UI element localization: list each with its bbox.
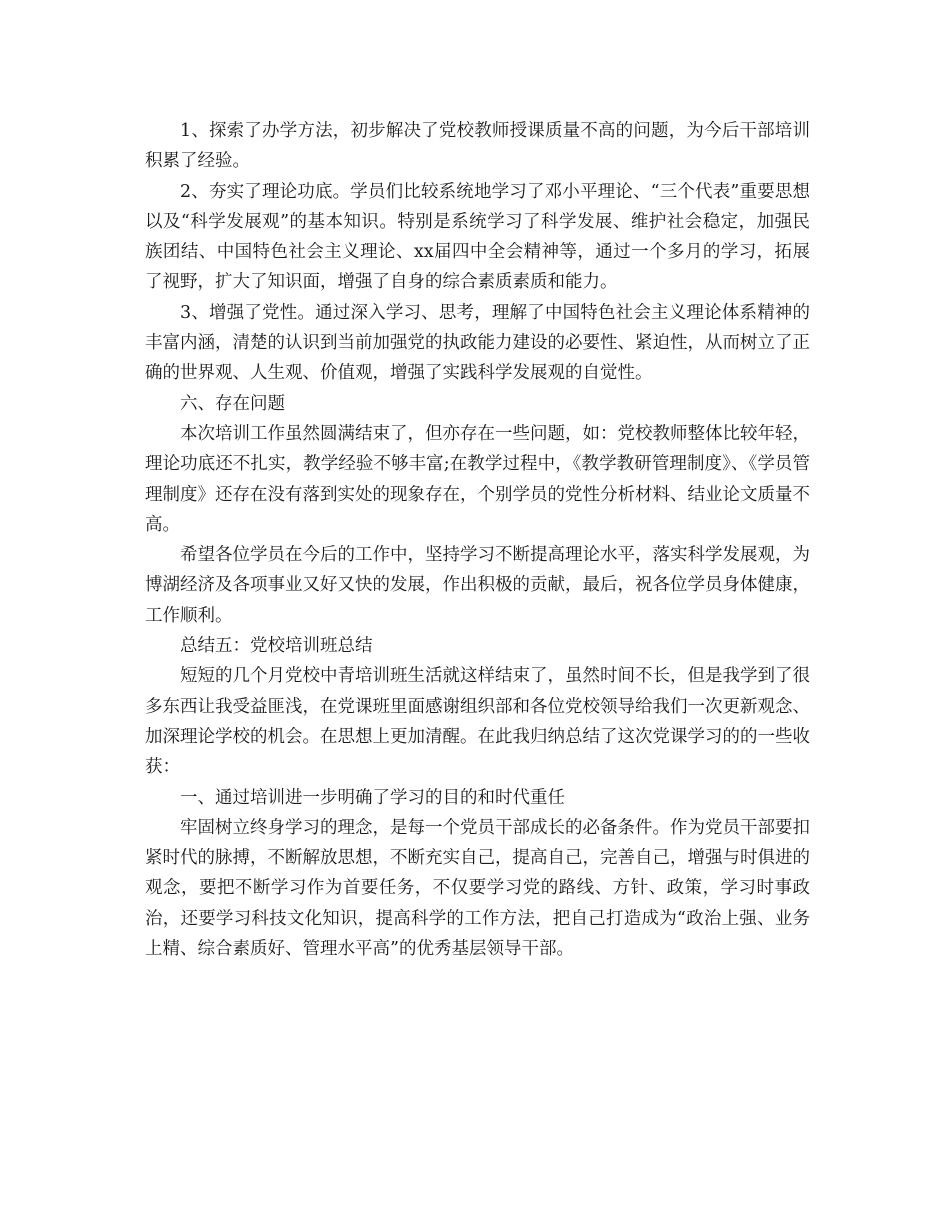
section-heading-learning-purpose: 一、通过培训进一步明确了学习的目的和时代重任 (180, 787, 565, 808)
paragraph-7: 牢固树立终身学习的理念，是每一个党员干部成长的必备条件。作为党员干部要扣紧时代的脉搏，不断解放思想，不断充实自己，提高自己，完善自己，增强与时俱进的观念，要把不断学习作为首要任务，不仅要学习党的路线、方针、政策，学习时事政治，还要学习科技文化知识，提高科学的工作方法，把自己打造成为“政治上强、业务上精、综合素质好、管理水平高”的优秀基层领导干部。 (145, 817, 810, 960)
paragraph-6: 短短的几个月党校中青培训班生活就这样结束了，虽然时间不长，但是我学到了很多东西让我受益匪浅，在党课班里面感谢组织部和各位党校领导给我们一次更新观念、加深理论学校的机会。在思想上更加清醒。在此我归纳总结了这次党课学习的的一些收获： (145, 666, 810, 778)
paragraph-2: 2、夯实了理论功底。学员们比较系统地学习了邓小平理论、“三个代表”重要思想以及“科学发展观”的基本知识。特别是系统学习了科学发展、维护社会稳定，加强民族团结、中国特色社会主义理论、xx届四中全会精神等，通过一个多月的学习，拓展了视野，扩大了知识面，增强了自身的综合素质素质和能力。 (145, 181, 810, 293)
paragraph-3: 3、增强了党性。通过深入学习、思考，理解了中国特色社会主义理论体系精神的丰富内涵，清楚的认识到当前加强党的执政能力建设的必要性、紧迫性，从而树立了正确的世界观、人生观、价值观，增强了实践科学发展观的自觉性。 (145, 302, 810, 384)
section-heading-summary-five: 总结五：党校培训班总结 (180, 636, 373, 657)
paragraph-1: 1、探索了办学方法，初步解决了党校教师授课质量不高的问题，为今后干部培训积累了经验。 (145, 121, 810, 172)
paragraph-5: 希望各位学员在今后的工作中，坚持学习不断提高理论水平，落实科学发展观，为博湖经济及各项事业又好又快的发展，作出积极的贡献，最后，祝各位学员身体健康，工作顺利。 (145, 545, 810, 626)
document-body (145, 116, 810, 964)
section-heading-problems: 六、存在问题 (180, 393, 285, 414)
paragraph-4: 本次培训工作虽然圆满结束了，但亦存在一些问题，如：党校教师整体比较年轻，理论功底还不扎实，教学经验不够丰富;在教学过程中，《教学教研管理制度》、《学员管理制度》还存在没有落到实处的现象存在，个别学员的党性分析材料、结业论文质量不高。 (145, 423, 810, 535)
